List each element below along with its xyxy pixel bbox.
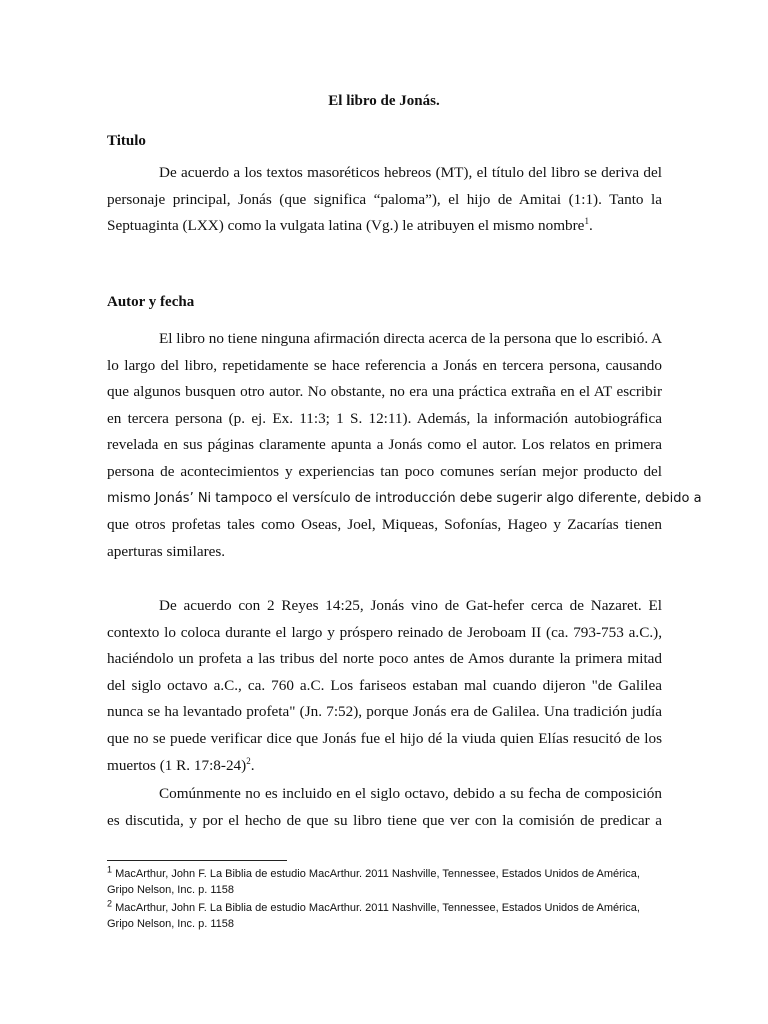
text-line: que otros profetas tales como Oseas, Joel, Miqueas, Sofonías, Hageo y Zacarías tienen xyxy=(107,516,662,534)
footnote-text: MacArthur, John F. La Biblia de estudio MacArthur. 2011 Nashville, Tennessee, Estados Unidos de América, xyxy=(115,902,640,914)
text-line xyxy=(107,753,662,780)
text-line: personaje principal, Jonás (que significa “paloma”), el hijo de Amitai (1:1). Tanto la xyxy=(107,190,662,208)
footnote-line xyxy=(107,866,667,882)
footnote-separator xyxy=(107,860,287,861)
footnote-ref: 1 xyxy=(584,216,589,227)
paragraph-autor-2 xyxy=(107,593,662,779)
footnote-ref: 2 xyxy=(246,755,251,766)
text-line: persona de acontecimientos y experiencias tan poco comunes serían mejor producto del xyxy=(107,462,662,480)
paragraph-autor-1 xyxy=(107,326,702,565)
text-line xyxy=(107,213,662,240)
text-line: El libro no tiene ninguna afirmación directa acerca de la persona que lo escribió. A xyxy=(159,330,663,347)
text-line: De acuerdo con 2 Reyes 14:25, Jonás vino de Gat-hefer cerca de Nazaret. El xyxy=(159,597,662,614)
footnote-1 xyxy=(107,866,667,898)
text-line: revelada en sus páginas claramente apunta a Jonás como el autor. Los relatos en primera xyxy=(107,436,662,454)
footnote-number: 2 xyxy=(107,898,113,909)
text-line: aperturas similares. xyxy=(107,542,226,560)
footnote-text: MacArthur, John F. La Biblia de estudio MacArthur. 2011 Nashville, Tennessee, Estados Unidos de América, xyxy=(115,868,640,880)
line-end: . xyxy=(588,217,593,235)
text-line: nunca se ha levantado profeta" (Jn. 7:52), porque Jonás era de Galilea. Una tradición judía xyxy=(107,703,662,721)
text-line: Comúnmente no es incluido en el siglo octavo, debido a su fecha de composición xyxy=(159,785,662,802)
paragraph-autor-3 xyxy=(107,781,662,834)
text-line: contexto lo coloca durante el largo y próspero reinado de Jeroboam II (ca. 793-753 a.C.), xyxy=(107,623,662,641)
text-line: en tercera persona (p. ej. Ex. 11:3; 1 S. 12:11). Además, la información autobiográfica xyxy=(107,409,662,427)
footnote-line: Gripo Nelson, Inc. p. 1158 xyxy=(107,918,234,930)
footnote-line: Gripo Nelson, Inc. p. 1158 xyxy=(107,884,234,896)
text-line: del siglo octavo a.C., ca. 760 a.C. Los fariseos estaban mal cuando dijeron "de Galilea xyxy=(107,676,662,694)
footnote-line xyxy=(107,900,667,916)
text-line: es discutida, y por el hecho de que su libro tiene que ver con la comisión de predicar a xyxy=(107,811,662,829)
text-line: mismo Jonás’ Ni tampoco el versículo de introducción debe sugerir algo diferente, debido a xyxy=(107,490,702,506)
text-line: haciéndolo un profeta a las tribus del norte poco antes de Amos durante la primera mitad xyxy=(107,650,662,668)
line-end: . xyxy=(250,756,255,774)
text-line: que no se puede verificar dice que Jonás fue el hijo dé la viuda quien Elías resucitó de los xyxy=(107,729,662,747)
footnote-number: 1 xyxy=(107,864,113,875)
text-line-content: muertos (1 R. 17:8-24) xyxy=(107,756,247,774)
footnote-2 xyxy=(107,900,667,932)
text-line: que algunos busquen otro autor. No obstante, no era una práctica extraña en el AT escribir xyxy=(107,383,662,401)
text-line: De acuerdo a los textos masoréticos hebreos (MT), el título del libro se deriva del xyxy=(159,164,662,181)
section-heading-autor: Autor y fecha xyxy=(107,294,195,310)
document-title: El libro de Jonás. xyxy=(328,93,440,109)
text-line: lo largo del libro, repetidamente se hace referencia a Jonás en tercera persona, causando xyxy=(107,356,662,374)
section-heading-titulo: Titulo xyxy=(107,133,146,149)
text-line-content: Septuaginta (LXX) como la vulgata latina (Vg.) le atribuyen el mismo nombre xyxy=(107,217,585,235)
paragraph-titulo xyxy=(107,160,662,240)
